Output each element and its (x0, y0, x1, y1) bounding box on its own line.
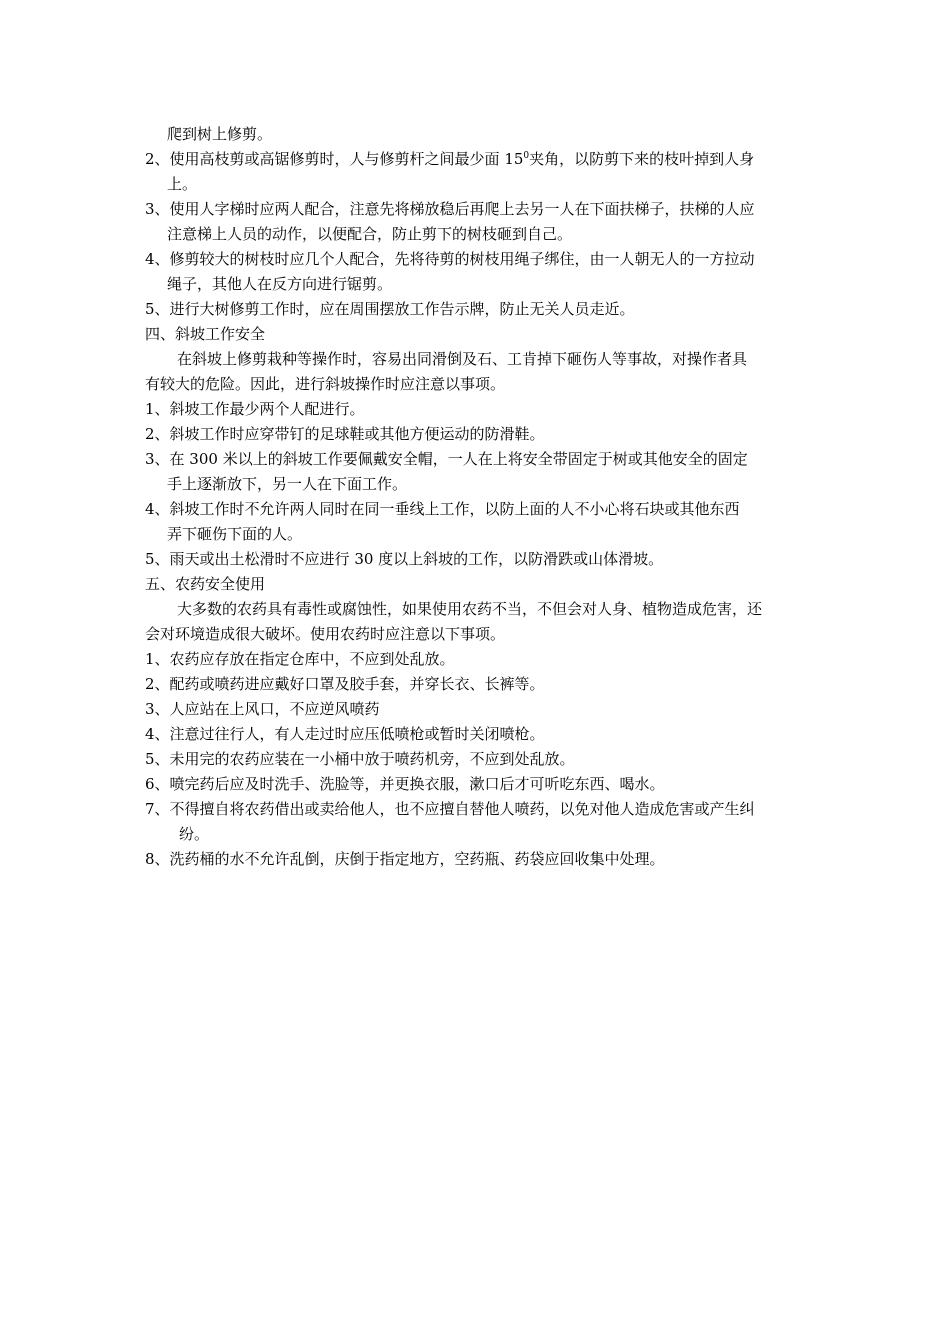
pesticide-item-5: 5、未用完的农药应装在一小桶中放于喷药机旁，不应到处乱放。 (145, 750, 575, 768)
tree-item-3-cont: 注意梯上人员的动作，以便配合，防止剪下的树枝砸到自己。 (167, 225, 573, 243)
slope-item-5: 5、雨天或出土松滑时不应进行 30 度以上斜坡的工作，以防滑跌或山体滑坡。 (145, 550, 664, 568)
slope-item-1: 1、斜坡工作最少两个人配进行。 (145, 400, 365, 418)
pesticide-item-8: 8、洗药桶的水不允许乱倒，庆倒于指定地方，空药瓶、药袋应回收集中处理。 (145, 850, 665, 868)
pesticide-item-1: 1、农药应存放在指定仓库中，不应到处乱放。 (145, 650, 455, 668)
tree-item-5: 5、进行大树修剪工作时，应在周围摆放工作告示牌，防止无关人员走近。 (145, 300, 635, 318)
pesticide-heading: 五、农药安全使用 (145, 575, 266, 593)
tree-item-4-cont: 绳子，其他人在反方向进行锯剪。 (167, 275, 393, 293)
slope-heading: 四、斜坡工作安全 (145, 325, 266, 343)
tree-item-2-text-b: 夹角，以防剪下来的枝叶掉到人身 (529, 150, 755, 168)
slope-intro-cont: 有较大的危险。因此，进行斜坡操作时应注意以事项。 (145, 375, 506, 393)
pesticide-item-6: 6、喷完药后应及时洗手、洗脸等，并更换衣服，漱口后才可听吃东西、喝水。 (145, 775, 665, 793)
pesticide-item-7: 7、不得擅自将农药借出或卖给他人，也不应擅自替他人喷药，以免对他人造成危害或产生纠 (145, 800, 755, 818)
tree-item-4: 4、修剪较大的树枝时应几个人配合，先将待剪的树枝用绳子绑住，由一人朝无人的一方拉动 (145, 250, 755, 268)
tree-item-2-text-a: 2、使用高枝剪或高锯修剪时，人与修剪杆之间最少面 15 (145, 150, 524, 168)
slope-intro: 在斜坡上修剪栽种等操作时，容易出同滑倒及石、工肯掉下砸伤人等事故，对操作者具 (177, 350, 748, 368)
pesticide-item-4: 4、注意过往行人，有人走过时应压低喷枪或暂时关闭喷枪。 (145, 725, 545, 743)
document-body (145, 122, 810, 872)
pesticide-intro-cont: 会对环境造成很大破坏。使用农药时应注意以下事项。 (145, 625, 506, 643)
pesticide-item-3: 3、人应站在上风口，不应逆风喷药 (145, 700, 380, 718)
slope-item-3-cont: 手上逐渐放下，另一人在下面工作。 (167, 475, 408, 493)
tree-item-2 (145, 147, 810, 172)
slope-item-4: 4、斜坡工作时不允许两人同时在同一垂线上工作，以防上面的人不小心将石块或其他东西 (145, 500, 740, 518)
pesticide-item-7-cont: 纷。 (179, 825, 210, 843)
tree-item-3: 3、使用人字梯时应两人配合，注意先将梯放稳后再爬上去另一人在下面扶梯子，扶梯的人应 (145, 200, 755, 218)
pesticide-item-2: 2、配药或喷药进应戴好口罩及胶手套，并穿长衣、长裤等。 (145, 675, 545, 693)
degree-superscript: 0 (523, 151, 530, 161)
slope-item-2: 2、斜坡工作时应穿带钉的足球鞋或其他方便运动的防滑鞋。 (145, 425, 545, 443)
slope-item-4-cont: 弄下砸伤下面的人。 (167, 525, 303, 543)
pesticide-intro: 大多数的农药具有毒性或腐蚀性，如果使用农药不当，不但会对人身、植物造成危害，还 (177, 600, 763, 618)
slope-item-3: 3、在 300 米以上的斜坡工作要佩戴安全帽，一人在上将安全带固定于树或其他安全的固定 (145, 450, 748, 468)
continued-line: 爬到树上修剪。 (167, 125, 273, 143)
tree-item-2-cont: 上。 (167, 175, 198, 193)
